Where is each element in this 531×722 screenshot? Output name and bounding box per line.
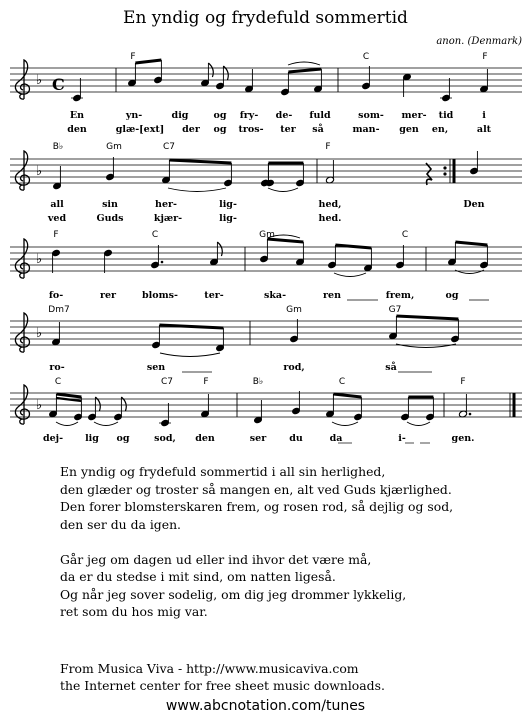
chord-symbol: Gm: [286, 305, 302, 315]
chord-symbol: Gm: [106, 142, 122, 152]
slur: [56, 422, 78, 426]
source-credits: [60, 660, 385, 694]
chord-symbol: C: [151, 230, 159, 240]
flat-key-signature: ♭: [36, 326, 43, 341]
lyric-syllable: dej-: [42, 433, 64, 444]
slur: [396, 344, 456, 348]
lyric-syllable: en,: [431, 124, 449, 135]
lyric-syllable: da: [329, 433, 343, 444]
chord-symbol: Gm: [259, 230, 275, 240]
verse-line: ret som du hos mig var.: [60, 604, 208, 619]
verse-line: Den forer blomsterskaren frem, og rosen rod, så dejlig og sod,: [60, 499, 454, 514]
lyric-syllable: sin: [102, 199, 118, 210]
note-beam: [333, 394, 361, 397]
note-beam: [56, 394, 81, 397]
slur: [168, 188, 226, 192]
lyric-syllable: ro-: [49, 362, 65, 373]
chord-symbol: G7: [388, 305, 402, 315]
lyric-syllable: mer-: [401, 110, 427, 121]
verse-text: [60, 463, 453, 621]
lyric-syllable: fry-: [239, 110, 259, 121]
lyric-syllable: Den: [463, 199, 485, 210]
lyric-syllable: fuld: [309, 110, 331, 121]
note-beam: [396, 316, 458, 319]
slur: [268, 188, 298, 192]
verse-line: da er du stedse i mit sind, om natten ligeså.: [60, 569, 336, 584]
lyric-syllable: lig-: [219, 199, 237, 210]
note-flag: [217, 242, 222, 256]
lyric-syllable: her-: [155, 199, 177, 210]
slur: [160, 353, 220, 357]
treble-clef: [15, 385, 29, 424]
verse-line: Går jeg om dagen ud eller ind ihvor det være må,: [60, 551, 372, 567]
note-beam: [135, 60, 161, 63]
quarter-rest: [426, 163, 432, 185]
lyric-syllable: i-: [398, 433, 406, 444]
treble-clef: [15, 313, 29, 352]
lyric-syllable: yn-: [125, 110, 143, 121]
lyric-syllable: dig: [171, 110, 189, 121]
chord-symbol: F: [460, 377, 466, 387]
footer-link[interactable]: www.abcnotation.com/tunes: [165, 698, 366, 714]
lyric-syllable: frem,: [385, 290, 415, 301]
lyric-syllable: og: [445, 290, 459, 301]
lyric-syllable: tid: [438, 110, 454, 121]
lyric-syllable: den: [67, 124, 87, 135]
lyric-syllable: de-: [275, 110, 293, 121]
lyric-syllable: ser: [249, 433, 267, 444]
lyric-syllable: ren: [323, 290, 341, 301]
flat-key-signature: ♭: [36, 252, 43, 267]
lyric-syllable: sod,: [154, 433, 176, 444]
time-signature: C: [52, 75, 65, 94]
lyric-syllable: der: [182, 124, 200, 135]
lyric-syllable: ter-: [204, 290, 224, 301]
lyric-syllable: kjær-: [153, 213, 183, 224]
lyric-syllable: hed,: [318, 199, 342, 210]
lyric-syllable: man-: [352, 124, 380, 135]
lyric-syllable: glæ-[ext]: [115, 124, 165, 135]
lyric-syllable: og: [213, 110, 227, 121]
lyric-syllable: rer: [99, 290, 117, 301]
chord-symbol: B♭: [252, 377, 264, 387]
composer-credit: anon. (Denmark): [436, 36, 522, 47]
lyric-syllable: sen: [146, 362, 166, 373]
chord-symbol: F: [53, 230, 59, 240]
lyric-syllable: fo-: [48, 290, 64, 301]
lyric-syllable: hed.: [318, 213, 342, 224]
lyric-syllable: alt: [476, 124, 492, 135]
chord-symbol: F: [203, 377, 209, 387]
flat-key-signature: ♭: [36, 164, 43, 179]
lyric-syllable: ska-: [263, 290, 287, 301]
slur: [332, 422, 358, 426]
repeat-dot: [443, 172, 446, 175]
treble-clef: [15, 60, 29, 99]
note-beam: [56, 398, 81, 401]
note-flag: [208, 63, 213, 77]
note-beam: [169, 160, 231, 163]
lyric-syllable: den: [195, 433, 215, 444]
lyric-syllable: tros-: [238, 124, 264, 135]
repeat-dot: [443, 166, 446, 169]
slur: [407, 422, 430, 426]
augmentation-dot: [161, 261, 164, 264]
chord-symbol: C: [362, 52, 370, 62]
chord-symbol: C: [54, 377, 62, 387]
chord-symbol: B♭: [52, 142, 64, 152]
slur: [334, 273, 366, 277]
lyric-syllable: og: [116, 433, 130, 444]
credit-line: From Musica Viva - http://www.musicaviva.com: [60, 661, 359, 676]
treble-clef: [15, 239, 29, 278]
note-beam: [288, 69, 321, 72]
lyric-syllable: så: [385, 362, 397, 373]
lyric-syllable: ter: [280, 124, 296, 135]
lyric-syllable: og: [213, 124, 227, 135]
note-beam: [455, 242, 487, 245]
chord-symbol: C: [401, 230, 409, 240]
note-beam: [159, 325, 223, 328]
chord-symbol: F: [482, 52, 488, 62]
verse-line: [60, 533, 453, 551]
verse-line: En yndig og frydefuld sommertid i all sin herlighed,: [60, 464, 386, 479]
note-beam: [335, 245, 371, 248]
chord-symbol: C7: [160, 377, 174, 387]
chord-symbol: C7: [162, 142, 176, 152]
slur: [455, 270, 484, 274]
slur: [94, 422, 118, 426]
lyric-syllable: gen.: [451, 433, 475, 444]
lyric-syllable: gen: [399, 124, 419, 135]
lyric-syllable: ved: [47, 213, 67, 224]
lyric-syllable: som-: [358, 110, 384, 121]
credit-line: the Internet center for free sheet music downloads.: [60, 678, 385, 693]
chord-symbol: C: [338, 377, 346, 387]
lyric-syllable: i: [482, 110, 486, 121]
lyric-syllable: En: [69, 110, 85, 121]
tune-title: En yndig og frydefuld sommertid: [123, 8, 408, 28]
chord-symbol: Dm7: [48, 305, 70, 315]
treble-clef: [15, 151, 29, 190]
lyric-syllable: all: [50, 199, 64, 210]
chord-symbol: F: [325, 142, 331, 152]
flat-key-signature: ♭: [36, 73, 43, 88]
lyric-syllable: rod,: [283, 362, 305, 373]
lyric-syllable: du: [289, 433, 303, 444]
verse-line: Og når jeg sover sodelig, om dig jeg drommer lykkelig,: [60, 586, 407, 602]
verse-line: den glæder og troster så mangen en, alt ved Guds kjærlighed.: [60, 481, 452, 497]
chord-symbol: F: [130, 52, 136, 62]
lyric-syllable: Guds: [96, 213, 124, 224]
flat-key-signature: ♭: [36, 398, 43, 413]
slur: [288, 62, 320, 65]
lyric-syllable: lig-: [219, 213, 237, 224]
lyric-syllable: så: [312, 124, 324, 135]
lyric-syllable: bloms-: [142, 290, 178, 301]
lyric-syllable: lig: [85, 433, 99, 444]
augmentation-dot: [469, 413, 472, 416]
verse-line: den ser du da igen.: [60, 516, 181, 532]
